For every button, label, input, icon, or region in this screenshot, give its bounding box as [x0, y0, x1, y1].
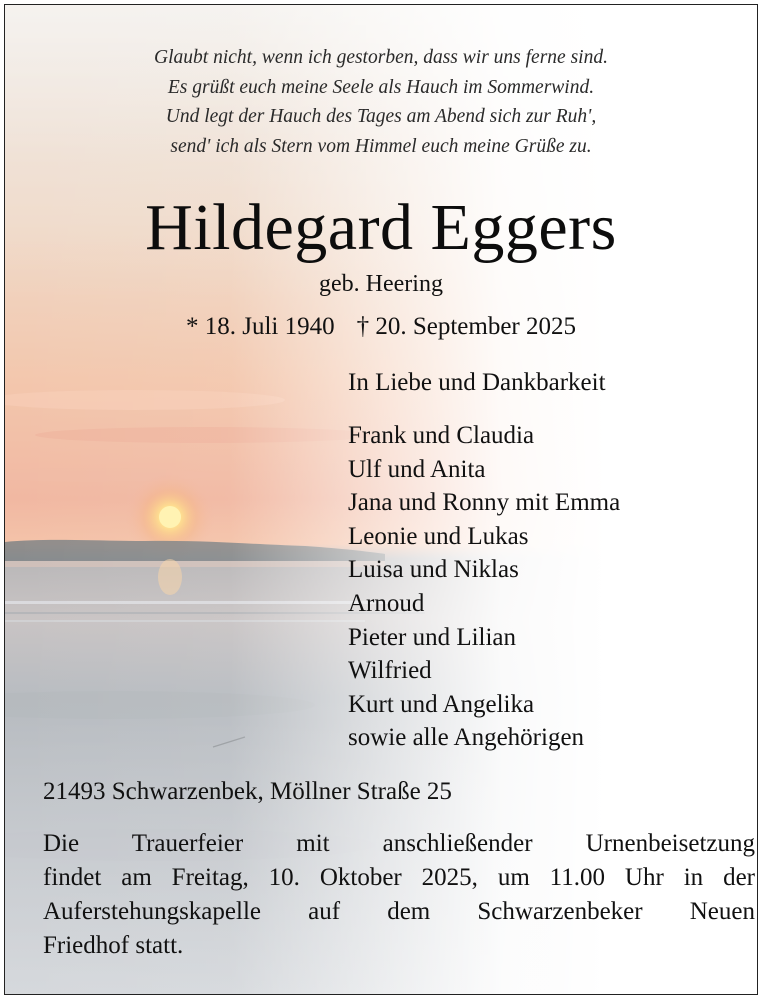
mourner-entry: Wilfried	[348, 657, 432, 685]
service-line: Friedhof statt.	[43, 932, 184, 959]
mourners-address: 21493 Schwarzenbek, Möllner Straße 25	[43, 778, 452, 805]
service-line: Die Trauerfeier mit anschließender Urnenbeisetzung	[43, 830, 755, 857]
mourner-entry: Kurt und Angelika	[348, 690, 535, 718]
memorial-poem	[5, 43, 757, 161]
birth-date: * 18. Juli 1940	[185, 313, 335, 340]
poem-line: Glaubt nicht, wenn ich gestorben, dass wir uns ferne sind.	[154, 47, 608, 68]
mourners-list	[348, 419, 620, 755]
death-date: † 20. September 2025	[356, 313, 577, 340]
service-line: findet am Freitag, 10. Oktober 2025, um 11.00 Uhr in der	[43, 864, 755, 891]
mourner-entry: Leonie und Lukas	[348, 522, 529, 550]
mourner-entry: Luisa und Niklas	[348, 556, 519, 584]
dedication-line: In Liebe und Dankbarkeit	[348, 369, 606, 396]
mourner-entry: Pieter und Lilian	[348, 623, 517, 651]
mourner-entry: Jana und Ronny mit Emma	[348, 489, 621, 517]
service-line: Auferstehungskapelle auf dem Schwarzenbeker Neuen	[43, 898, 755, 925]
mourner-entry: sowie alle Angehörigen	[348, 724, 585, 752]
mourner-entry: Ulf und Anita	[348, 455, 486, 483]
mourner-entry: Frank und Claudia	[348, 422, 535, 449]
life-dates	[5, 311, 757, 343]
poem-line: send' ich als Stern vom Himmel euch meine Grüße zu.	[170, 135, 592, 157]
obituary-notice	[4, 4, 758, 995]
maiden-name: geb. Heering	[319, 271, 443, 297]
notice-content	[5, 5, 757, 994]
poem-line: Und legt der Hauch des Tages am Abend sich zur Ruh',	[165, 106, 597, 127]
deceased-name: Hildegard Eggers	[145, 191, 617, 264]
mourner-entry: Arnoud	[348, 589, 425, 617]
funeral-service-info	[43, 827, 755, 963]
poem-line: Es grüßt euch meine Seele als Hauch im Sommerwind.	[167, 76, 595, 98]
